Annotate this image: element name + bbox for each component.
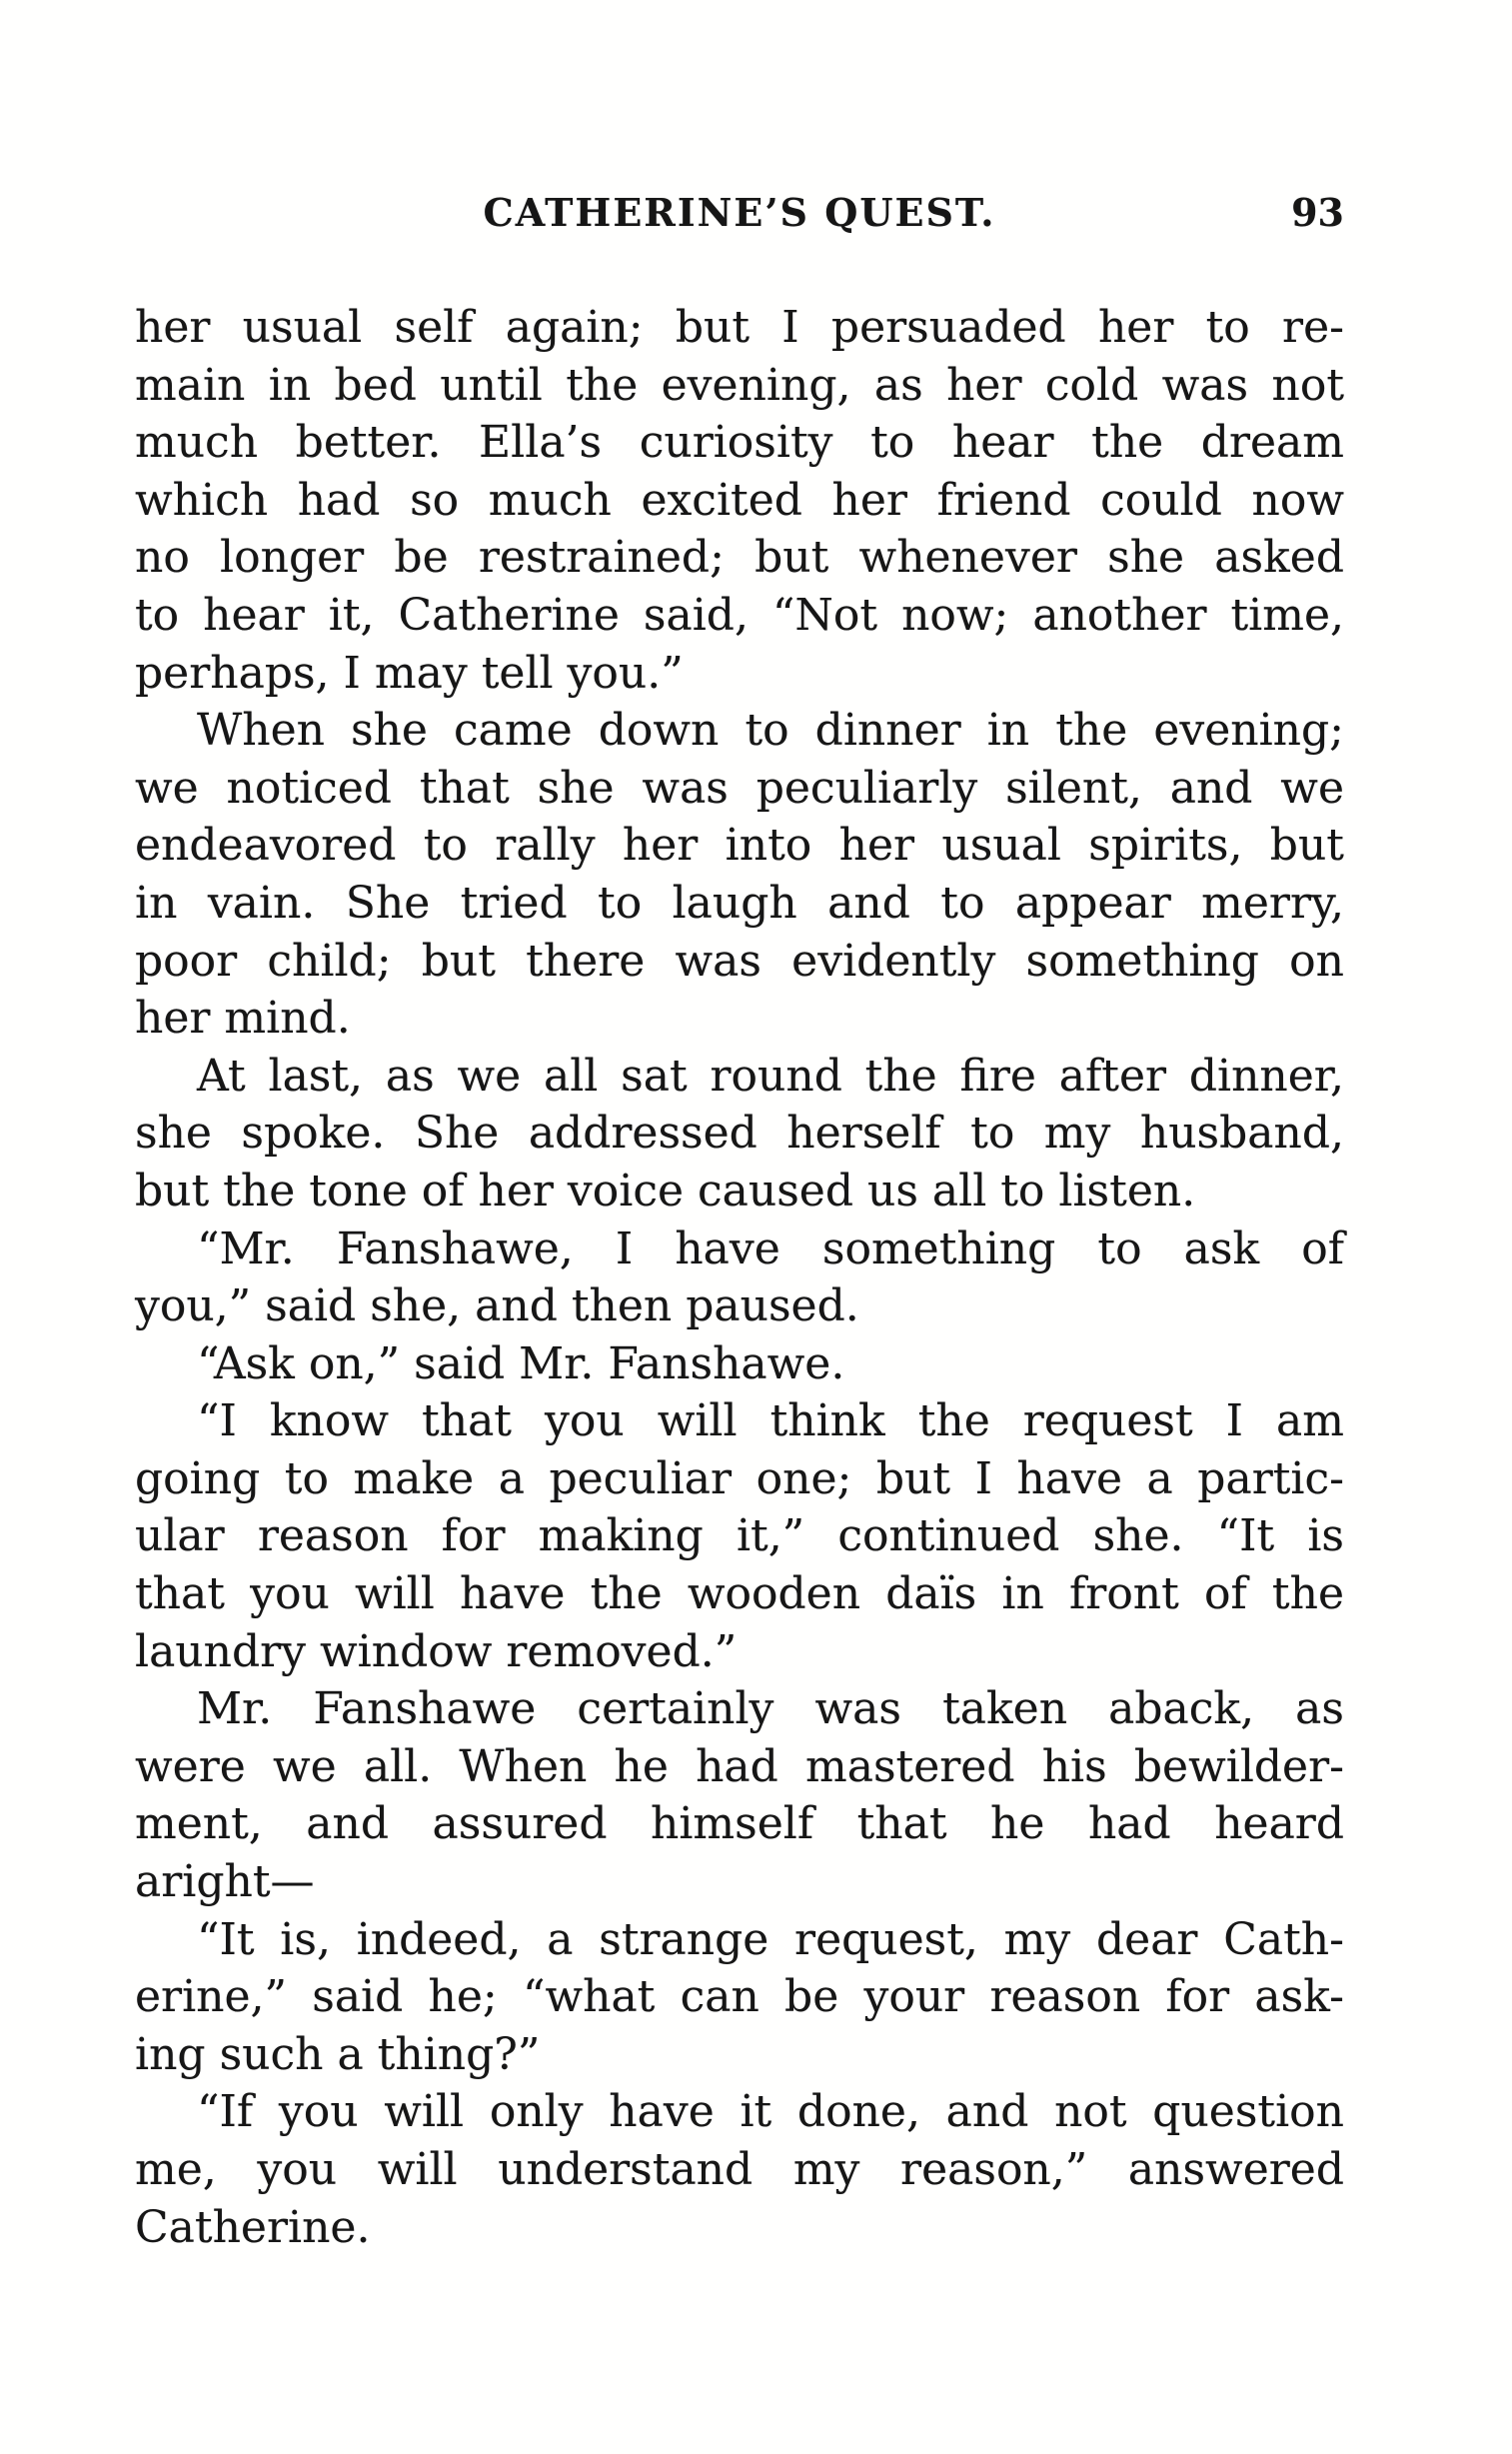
text-line: Mr. Fanshawe certainly was taken aback, as <box>197 1683 1344 1735</box>
text-line: we noticed that she was peculiarly silent, and we <box>135 762 1344 814</box>
text-line: aright— <box>135 1856 315 1908</box>
text-line: her usual self again; but I persuaded her to re- <box>135 302 1344 353</box>
text-line: ment, and assured himself that he had heard <box>135 1798 1344 1850</box>
text-line: to hear it, Catherine said, “Not now; another time, <box>135 589 1344 641</box>
text-line: When she came down to dinner in the evening; <box>197 705 1344 757</box>
text-line: “It is, indeed, a strange request, my dear Cath- <box>197 1913 1344 1965</box>
text-line: going to make a peculiar one; but I have a partic- <box>135 1452 1344 1504</box>
text-line: erine,” said he; “what can be your reason for ask- <box>135 1971 1344 2023</box>
text-line: poor child; but there was evidently something on <box>135 935 1344 987</box>
text-line: endeavored to rally her into her usual spirits, but <box>135 820 1344 872</box>
text-line: “I know that you will think the request I am <box>197 1395 1344 1447</box>
text-line: much better. Ella’s curiosity to hear the dream <box>135 417 1344 469</box>
text-line: that you will have the wooden daïs in front of the <box>135 1568 1344 1620</box>
text-line: no longer be restrained; but whenever she asked <box>135 532 1344 584</box>
text-line: main in bed until the evening, as her cold was not <box>135 359 1344 411</box>
text-line: her mind. <box>135 993 351 1045</box>
running-header-title: CATHERINE’S QUEST. <box>483 190 996 235</box>
text-line: ing such a thing?” <box>135 2028 541 2080</box>
text-line: Catherine. <box>135 2201 371 2253</box>
text-line: At last, as we all sat round the fire after dinner, <box>197 1050 1344 1102</box>
page-text <box>135 299 1344 2256</box>
text-line: “Mr. Fanshawe, I have something to ask of <box>197 1223 1344 1274</box>
text-line: laundry window removed.” <box>135 1625 738 1677</box>
text-line: which had so much excited her friend could now <box>135 474 1344 526</box>
text-line: in vain. She tried to laugh and to appear merry, <box>135 877 1344 929</box>
text-line: perhaps, I may tell you.” <box>135 647 684 699</box>
text-line: me, you will understand my reason,” answered <box>135 2144 1344 2195</box>
text-line: were we all. When he had mastered his bewilder- <box>135 1740 1344 1792</box>
text-line: you,” said she, and then paused. <box>135 1280 859 1332</box>
text-line: ular reason for making it,” continued she. “It is <box>135 1510 1344 1562</box>
text-line: she spoke. She addressed herself to my husband, <box>135 1108 1344 1160</box>
text-line: but the tone of her voice caused us all to listen. <box>135 1165 1196 1217</box>
text-line: “If you will only have it done, and not question <box>197 2086 1344 2138</box>
text-line: “Ask on,” said Mr. Fanshawe. <box>197 1337 845 1389</box>
page-number: 93 <box>1291 190 1344 235</box>
